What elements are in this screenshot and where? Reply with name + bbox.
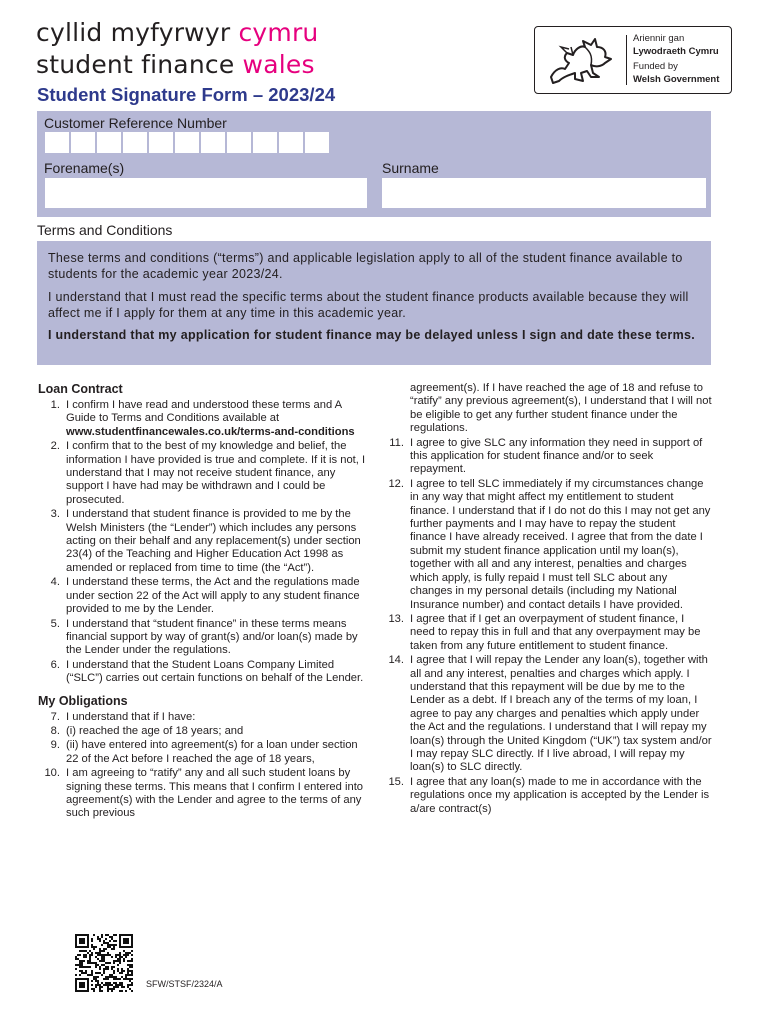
item-body: I confirm I have read and understood these terms and A Guide to Terms and Conditions available at <box>66 399 342 425</box>
badge-line-2: Lywodraeth Cymru <box>633 45 719 57</box>
item-body: I confirm that to the best of my knowledge and belief, the information I have provided is true and complete. If it is not, I understand that I may not receive student finance, any support I have had may be withdrawn and I could be prosecuted. <box>66 440 366 506</box>
item-body: (i) reached the age of 18 years; and <box>66 724 244 737</box>
item-number: 8. <box>50 724 60 737</box>
item-number: 5. <box>50 617 60 630</box>
crn-digit-box[interactable] <box>201 132 225 153</box>
item-number: 11. <box>389 436 404 449</box>
forename-label: Forename(s) <box>44 160 125 176</box>
list-item <box>38 711 366 724</box>
list-item <box>38 508 366 575</box>
crn-digit-box[interactable] <box>305 132 329 153</box>
obligations-list <box>38 711 366 821</box>
crn-digit-box[interactable] <box>279 132 303 153</box>
item-number: 2. <box>50 440 60 453</box>
item-text <box>410 437 712 477</box>
badge-line-3: Funded by <box>633 61 678 72</box>
crn-digit-box[interactable] <box>71 132 95 153</box>
list-item <box>38 739 366 766</box>
terms-paragraph-1: These terms and conditions (“terms”) and applicable legislation apply to all of the student finance available to students for the academic year 2023/24. <box>48 251 683 281</box>
logo-welsh-accent: cymru <box>238 18 319 47</box>
item-text <box>66 508 366 575</box>
crn-digit-box[interactable] <box>227 132 251 153</box>
crn-input-group <box>45 132 329 153</box>
list-item <box>38 399 366 439</box>
terms-left-column <box>38 382 366 822</box>
form-title: Student Signature Form – 2023/24 <box>37 84 336 105</box>
item-body: I understand these terms, the Act and the regulations made under section 22 of the Act will apply to any student finance provided to me by the Lender. <box>66 576 360 616</box>
item-text <box>410 478 712 612</box>
item-body: I agree to give SLC any information they need in support of this application for student finance and/or to seek repayment. <box>410 436 703 476</box>
forename-input[interactable] <box>45 178 367 208</box>
item-body: I agree that any loan(s) made to me in accordance with the regulations once my application is accepted by the Lender is a/are contract(s) <box>410 775 710 815</box>
personal-details-panel <box>37 111 711 217</box>
badge-text <box>633 33 719 86</box>
item-body: (ii) have entered into agreement(s) for a loan under section 22 of the Act before I reached the age of 18 years, <box>66 739 358 765</box>
loan-contract-list <box>38 399 366 686</box>
terms-heading: Terms and Conditions <box>37 222 173 238</box>
crn-digit-box[interactable] <box>253 132 277 153</box>
list-item <box>382 776 712 816</box>
item-number: 12. <box>388 477 404 490</box>
crn-label: Customer Reference Number <box>44 115 227 131</box>
badge-line-1: Ariennir gan <box>633 33 685 44</box>
logo-welsh <box>36 18 318 48</box>
item-text <box>410 613 712 653</box>
badge-divider <box>626 35 627 85</box>
continuation-text: agreement(s). If I have reached the age of 18 and refuse to “ratify” any previous agreement(s), I understand that I will not be eligible to get any further student finance under the regulations. <box>410 382 712 435</box>
surname-label: Surname <box>382 160 439 176</box>
item-number: 14. <box>388 654 404 667</box>
terms-summary-panel <box>37 241 711 365</box>
list-item <box>382 613 712 653</box>
item-text <box>66 440 366 507</box>
item-text <box>66 659 366 686</box>
crn-digit-box[interactable] <box>97 132 121 153</box>
item-body: I am agreeing to “ratify” any and all such student loans by signing these terms. This means that I confirm I entered into agreement(s) with the Lender and agree to the terms of any such previous <box>66 767 364 820</box>
item-text <box>66 725 366 738</box>
obligations-heading: My Obligations <box>38 693 128 708</box>
logo-english-dark: student finance <box>36 50 243 79</box>
terms-right-column <box>382 382 712 817</box>
list-item <box>38 440 366 507</box>
item-body: I understand that if I have: <box>66 710 196 723</box>
form-reference: SFW/STSF/2324/A <box>146 979 223 989</box>
item-body: I understand that student finance is provided to me by the Welsh Ministers (the “Lender”) which includes any persons acting on their behalf and any replacement(s) under section 23(4) of the Teaching and Higher Education Act 1998 as amended or replaced from time to time (the “Act”). <box>66 508 361 574</box>
welsh-government-badge <box>534 26 732 94</box>
logo-english-accent: wales <box>242 50 315 79</box>
surname-input[interactable] <box>382 178 706 208</box>
item-number: 7. <box>50 710 60 723</box>
list-item <box>38 659 366 686</box>
item-body: I agree that I will repay the Lender any loan(s), together with all and any interest, penalties and charges which apply. I understand that this repayment will be due by me to the Lender as a debt. If I breach any of the terms of my loan, I agree to pay any charges and penalties which apply under the Act and the regulations. I understand that I will repay my loan(s) through the United Kingdom (“UK”) tax system and/or I may repay SLC directly. If I live abroad, I will repay my loan(s) to SLC directly. <box>410 654 712 774</box>
dragon-icon <box>545 33 617 87</box>
list-item <box>38 767 366 821</box>
list-item <box>38 725 366 738</box>
item-number: 4. <box>50 576 60 589</box>
crn-digit-box[interactable] <box>45 132 69 153</box>
list-item <box>382 478 712 612</box>
item-number: 10. <box>44 767 60 780</box>
item-text <box>66 711 366 724</box>
item-text <box>66 618 366 658</box>
item-number: 6. <box>50 658 60 671</box>
item-number: 3. <box>50 508 60 521</box>
item-text <box>66 767 366 821</box>
item-text <box>410 654 712 775</box>
terms-paragraph-2: I understand that I must read the specific terms about the student finance products available because they will affect me if I apply for them at any time in this academic year. <box>48 290 689 320</box>
badge-line-4: Welsh Government <box>633 73 720 85</box>
logo-english <box>36 50 315 80</box>
item-number: 9. <box>50 739 60 752</box>
item-body: I agree to tell SLC immediately if my circumstances change in any way that might affect my entitlement to student finance. I understand that if I do not do this I may not get any further payments and I may have to repay the student finance I have already received. I agree that from the date I submit my student finance application until my loan(s), together with all and any interest, penalties and charges which apply, is fully repaid I must tell SLC about any changes in my personal details (including my National Insurance number) and contact details I have provided. <box>410 477 711 611</box>
item-body: I agree that if I get an overpayment of student finance, I need to repay this in full and that any overpayment may be taken from any future entitlement to student finance. <box>410 612 701 652</box>
list-item <box>382 654 712 775</box>
loan-contract-heading: Loan Contract <box>38 382 123 396</box>
list-item <box>38 576 366 616</box>
item-number: 13. <box>388 612 404 625</box>
crn-digit-box[interactable] <box>149 132 173 153</box>
crn-digit-box[interactable] <box>175 132 199 153</box>
item-text <box>66 399 366 439</box>
terms-paragraph-3: I understand that my application for student finance may be delayed unless I sign and date these terms. <box>48 328 696 342</box>
item-text <box>410 776 712 816</box>
list-item <box>382 437 712 477</box>
item-text <box>66 576 366 616</box>
list-item <box>38 618 366 658</box>
item-text <box>66 739 366 766</box>
item-number: 1. <box>50 399 60 411</box>
item-body: I understand that the Student Loans Company Limited (“SLC”) carries out certain functions on behalf of the Lender. <box>66 658 364 685</box>
crn-digit-box[interactable] <box>123 132 147 153</box>
qr-code-icon <box>75 934 133 992</box>
item-number: 15. <box>388 775 404 788</box>
right-terms-list <box>382 437 712 816</box>
logo-welsh-dark: cyllid myfyrwyr <box>36 18 239 47</box>
item-body: I understand that “student finance” in these terms means financial support by way of grant(s) and/or loan(s) made by the Lender under the regulations. <box>66 617 358 657</box>
terms-link[interactable]: www.studentfinancewales.co.uk/terms-and-conditions <box>66 425 355 438</box>
